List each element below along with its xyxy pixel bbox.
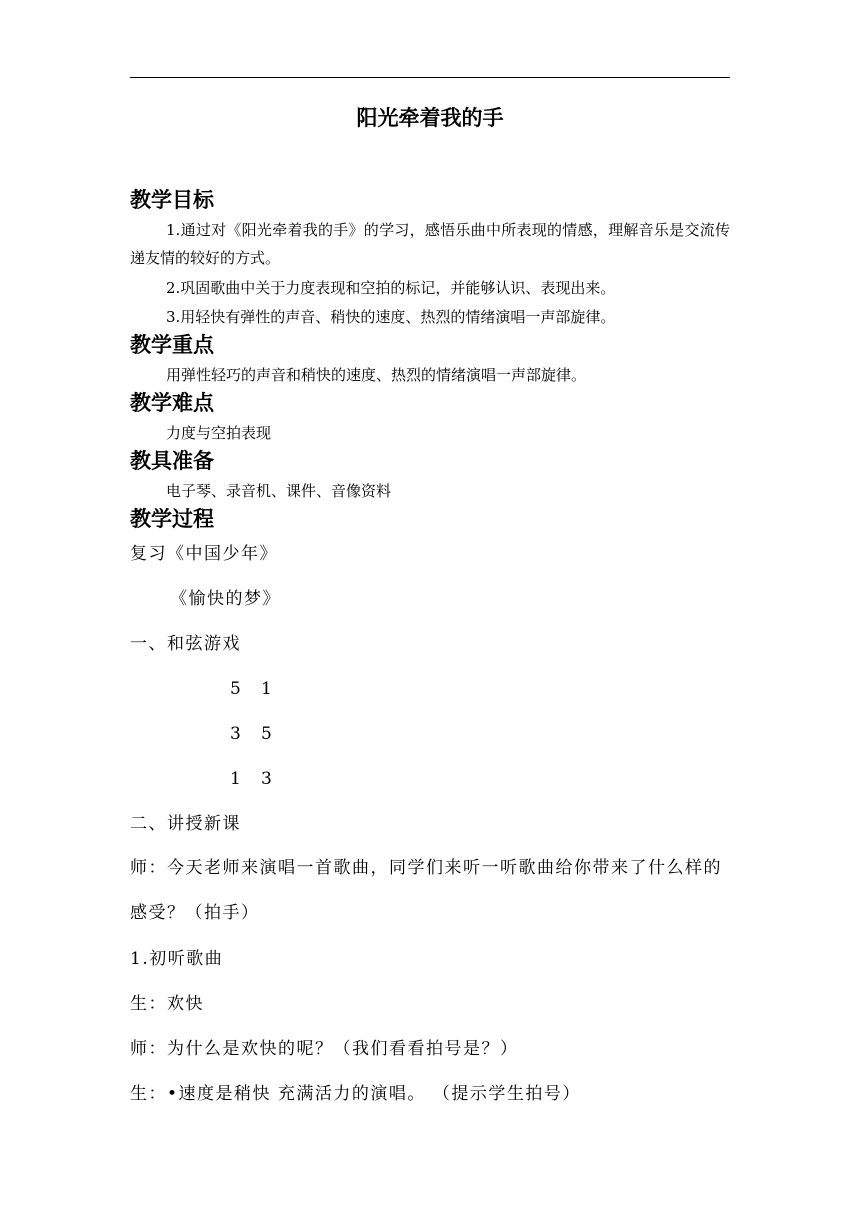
chord-note: 3 [230,724,241,744]
chord-note: 1 [230,769,241,789]
difficulties-text: 力度与空拍表现 [166,424,272,442]
student-answer-2-text: 速度是稍快 充满活力的演唱。 （提示学生拍号） [178,1084,581,1104]
student-answer-2 [130,1080,581,1108]
review-line: 复习《中国少年》 [130,544,278,564]
objective-item-2: 2.巩固歌曲中关于力度表现和空拍的标记，并能够认识、表现出来。 [166,279,616,297]
step-1-heading: 1.初听歌曲 [130,949,224,969]
teacher-intro: 师：今天老师来演唱一首歌曲，同学们来听一听歌曲给你带来了什么样的感受？（拍手） [130,858,722,923]
difficulties-heading: 教学难点 [130,391,214,415]
student-answer-1: 生：欢快 [130,994,204,1014]
materials-heading: 教具准备 [130,449,214,473]
key-points-text: 用弹性轻巧的声音和稍快的速度、热烈的情绪演唱一声部旋律。 [166,366,587,384]
review-line-2: 《愉快的梦》 [170,589,281,609]
chord-note: 1 [261,679,272,699]
part-1-heading: 一、和弦游戏 [130,634,241,654]
chord-note: 5 [230,679,241,699]
key-points-heading: 教学重点 [130,333,214,357]
bullet-icon: • [167,1084,179,1104]
objective-item-1: 1.通过对《阳光牵着我的手》的学习，感悟乐曲中所表现的情感，理解音乐是交流传递友情的较好的方式。 [130,221,730,267]
header-rule [130,77,730,78]
document-page [130,0,730,1216]
materials-text: 电子琴、录音机、课件、音像资料 [166,482,392,500]
objectives-heading: 教学目标 [130,188,214,212]
student-prefix: 生： [130,1084,167,1104]
process-heading: 教学过程 [130,507,214,531]
objective-item-3: 3.用轻快有弹性的声音、稍快的速度、热烈的情绪演唱一声部旋律。 [166,308,616,326]
document-title: 阳光牵着我的手 [356,106,504,130]
chord-note: 5 [261,724,272,744]
chord-note: 3 [261,769,272,789]
part-2-heading: 二、讲授新课 [130,814,241,834]
teacher-question: 师：为什么是欢快的呢？（我们看看拍号是？） [130,1039,519,1059]
